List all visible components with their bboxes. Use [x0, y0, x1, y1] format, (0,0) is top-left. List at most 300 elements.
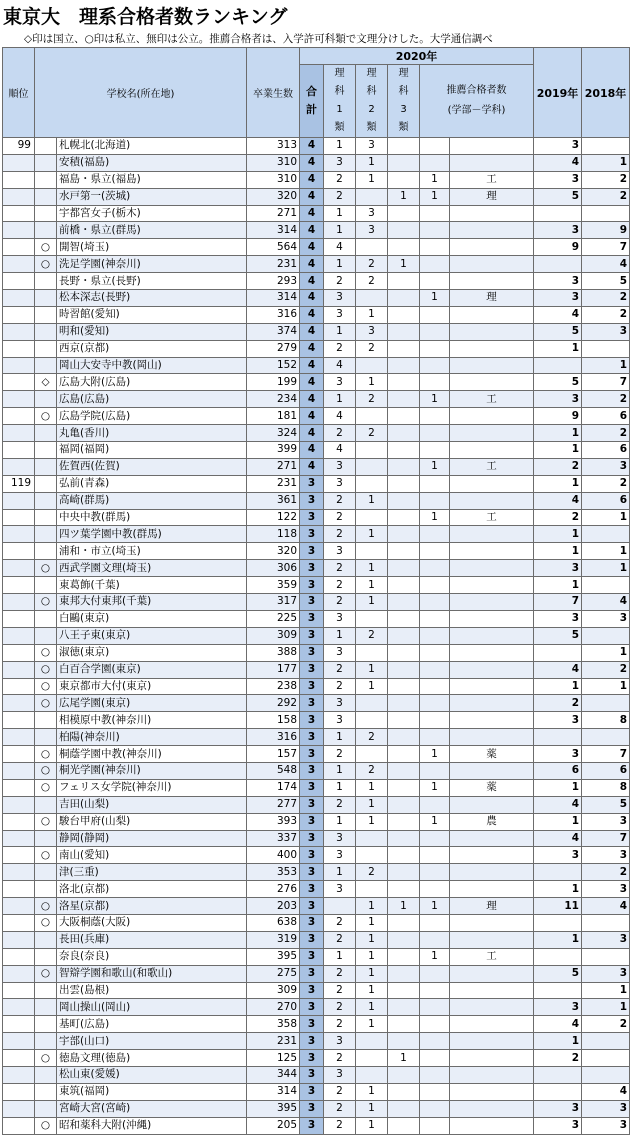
- sci3-count: 1: [388, 188, 420, 205]
- count-2019: 1: [534, 475, 582, 492]
- sci1-count: 3: [324, 290, 356, 307]
- count-2018: 6: [582, 408, 630, 425]
- sci3-count: [388, 442, 420, 459]
- sci3-count: [388, 1083, 420, 1100]
- sci1-count: 2: [324, 982, 356, 999]
- recommend-dept: [450, 1066, 534, 1083]
- table-row: [3, 391, 630, 408]
- table-row: [3, 323, 630, 340]
- sci2-count: 2: [356, 425, 388, 442]
- graduates-count: 181: [247, 408, 300, 425]
- sci1-count: 2: [324, 678, 356, 695]
- count-2019: 4: [534, 830, 582, 847]
- recommend-dept: [450, 982, 534, 999]
- graduates-count: 309: [247, 982, 300, 999]
- table-row: [3, 138, 630, 155]
- rank-cell: [3, 830, 35, 847]
- recommend-count: [420, 408, 450, 425]
- total-count: 3: [300, 475, 324, 492]
- count-2018: [582, 948, 630, 965]
- count-2018: [582, 1066, 630, 1083]
- sci2-count: 1: [356, 999, 388, 1016]
- count-2018: 1: [582, 678, 630, 695]
- count-2019: [534, 1083, 582, 1100]
- school-name: 宇部(山口): [57, 1033, 247, 1050]
- table-row: [3, 509, 630, 526]
- count-2018: [582, 138, 630, 155]
- rank-cell: [3, 273, 35, 290]
- recommend-count: [420, 678, 450, 695]
- total-count: 3: [300, 1033, 324, 1050]
- sci3-count: [388, 779, 420, 796]
- table-row: [3, 374, 630, 391]
- type-mark: [35, 222, 57, 239]
- type-mark: [35, 391, 57, 408]
- rank-cell: [3, 813, 35, 830]
- count-2019: 11: [534, 898, 582, 915]
- sci3-count: [388, 306, 420, 323]
- rank-cell: [3, 931, 35, 948]
- sci3-count: [388, 1066, 420, 1083]
- recommend-count: [420, 864, 450, 881]
- table-row: [3, 796, 630, 813]
- count-2018: [582, 340, 630, 357]
- table-row: [3, 1033, 630, 1050]
- sci3-count: [388, 712, 420, 729]
- rank-cell: [3, 999, 35, 1016]
- total-count: 4: [300, 171, 324, 188]
- table-row: [3, 290, 630, 307]
- graduates-count: 320: [247, 188, 300, 205]
- count-2019: [534, 864, 582, 881]
- school-name: 高崎(群馬): [57, 492, 247, 509]
- sci2-count: [356, 442, 388, 459]
- sci1-count: 1: [324, 779, 356, 796]
- rank-cell: [3, 1016, 35, 1033]
- count-2019: [534, 729, 582, 746]
- table-row: [3, 864, 630, 881]
- sci1-count: 4: [324, 442, 356, 459]
- table-row: [3, 475, 630, 492]
- type-mark: [35, 323, 57, 340]
- count-2018: [582, 577, 630, 594]
- table-row: [3, 594, 630, 611]
- sci2-count: 2: [356, 762, 388, 779]
- type-mark: [35, 340, 57, 357]
- graduates-count: 313: [247, 138, 300, 155]
- count-2019: 9: [534, 239, 582, 256]
- type-mark: ○: [35, 408, 57, 425]
- sci1-count: [324, 898, 356, 915]
- recommend-count: [420, 154, 450, 171]
- count-2019: [534, 914, 582, 931]
- sci1-count: 2: [324, 526, 356, 543]
- type-mark: [35, 712, 57, 729]
- total-count: 3: [300, 931, 324, 948]
- count-2018: 4: [582, 898, 630, 915]
- count-2018: 1: [582, 357, 630, 374]
- school-name: 白百合学園(東京): [57, 661, 247, 678]
- graduates-count: 310: [247, 154, 300, 171]
- sci2-count: 3: [356, 138, 388, 155]
- rank-cell: [3, 205, 35, 222]
- count-2019: 3: [534, 290, 582, 307]
- count-2019: 1: [534, 779, 582, 796]
- count-2019: [534, 644, 582, 661]
- recommend-count: [420, 594, 450, 611]
- sci3-count: [388, 695, 420, 712]
- total-count: 4: [300, 256, 324, 273]
- sci1-count: 2: [324, 1016, 356, 1033]
- rank-cell: [3, 695, 35, 712]
- count-2018: 2: [582, 188, 630, 205]
- count-2019: 3: [534, 560, 582, 577]
- rank-cell: [3, 712, 35, 729]
- recommend-count: [420, 982, 450, 999]
- sci2-count: 3: [356, 323, 388, 340]
- sci1-count: 3: [324, 644, 356, 661]
- rank-cell: [3, 594, 35, 611]
- ranking-table: [2, 47, 630, 1135]
- type-mark: [35, 864, 57, 881]
- table-row: [3, 273, 630, 290]
- sci3-count: [388, 1016, 420, 1033]
- count-2019: 9: [534, 408, 582, 425]
- graduates-count: 158: [247, 712, 300, 729]
- recommend-count: [420, 627, 450, 644]
- recommend-count: [420, 762, 450, 779]
- count-2018: [582, 1033, 630, 1050]
- count-2019: 5: [534, 323, 582, 340]
- recommend-dept: [450, 678, 534, 695]
- count-2018: [582, 1050, 630, 1067]
- count-2019: 3: [534, 1117, 582, 1134]
- recommend-count: 1: [420, 948, 450, 965]
- recommend-dept: 工: [450, 171, 534, 188]
- table-row: [3, 306, 630, 323]
- count-2018: 3: [582, 813, 630, 830]
- count-2019: 2: [534, 509, 582, 526]
- type-mark: [35, 138, 57, 155]
- total-count: 3: [300, 492, 324, 509]
- table-row: [3, 425, 630, 442]
- sci2-count: 3: [356, 222, 388, 239]
- count-2018: 3: [582, 965, 630, 982]
- school-name: 桐蔭学園中教(神奈川): [57, 746, 247, 763]
- school-name: 中央中教(群馬): [57, 509, 247, 526]
- table-row: [3, 948, 630, 965]
- count-2018: 9: [582, 222, 630, 239]
- sci2-count: 2: [356, 256, 388, 273]
- sci3-count: [388, 458, 420, 475]
- rank-cell: [3, 796, 35, 813]
- school-name: 出雲(島根): [57, 982, 247, 999]
- recommend-dept: [450, 965, 534, 982]
- count-2019: 3: [534, 171, 582, 188]
- rank-cell: [3, 458, 35, 475]
- school-name: 基町(広島): [57, 1016, 247, 1033]
- total-count: 3: [300, 509, 324, 526]
- table-row: [3, 644, 630, 661]
- table-row: [3, 999, 630, 1016]
- rank-cell: [3, 864, 35, 881]
- graduates-count: 353: [247, 864, 300, 881]
- sci1-count: 1: [324, 864, 356, 881]
- school-name: 福岡(福岡): [57, 442, 247, 459]
- count-2018: 1: [582, 154, 630, 171]
- sci3-count: [388, 290, 420, 307]
- table-row: [3, 931, 630, 948]
- recommend-dept: [450, 543, 534, 560]
- school-name: 相模原中教(神奈川): [57, 712, 247, 729]
- rank-cell: [3, 678, 35, 695]
- table-row: [3, 712, 630, 729]
- sci3-count: [388, 543, 420, 560]
- recommend-count: [420, 560, 450, 577]
- type-mark: ○: [35, 914, 57, 931]
- recommend-count: [420, 999, 450, 1016]
- recommend-count: [420, 526, 450, 543]
- rank-cell: [3, 222, 35, 239]
- table-row: [3, 171, 630, 188]
- header-graduates: 卒業生数: [247, 48, 300, 138]
- graduates-count: 358: [247, 1016, 300, 1033]
- total-count: 3: [300, 594, 324, 611]
- recommend-count: [420, 543, 450, 560]
- recommend-count: [420, 644, 450, 661]
- total-count: 3: [300, 914, 324, 931]
- graduates-count: 271: [247, 205, 300, 222]
- sci3-count: [388, 374, 420, 391]
- school-name: 宮崎大宮(宮崎): [57, 1100, 247, 1117]
- rank-cell: [3, 323, 35, 340]
- rank-cell: [3, 881, 35, 898]
- graduates-count: 374: [247, 323, 300, 340]
- recommend-dept: [450, 306, 534, 323]
- total-count: 3: [300, 762, 324, 779]
- count-2019: 4: [534, 796, 582, 813]
- sci1-count: 2: [324, 931, 356, 948]
- rank-cell: [3, 610, 35, 627]
- count-2018: 1: [582, 509, 630, 526]
- school-name: 津(三重): [57, 864, 247, 881]
- recommend-count: [420, 1066, 450, 1083]
- sci2-count: 1: [356, 154, 388, 171]
- table-row: [3, 188, 630, 205]
- school-name: 智辯学園和歌山(和歌山): [57, 965, 247, 982]
- rank-cell: [3, 982, 35, 999]
- total-count: 4: [300, 273, 324, 290]
- type-mark: ○: [35, 695, 57, 712]
- total-count: 4: [300, 154, 324, 171]
- count-2018: 4: [582, 594, 630, 611]
- recommend-dept: [450, 492, 534, 509]
- count-2018: 2: [582, 661, 630, 678]
- graduates-count: 118: [247, 526, 300, 543]
- count-2019: 5: [534, 965, 582, 982]
- graduates-count: 314: [247, 290, 300, 307]
- type-mark: [35, 999, 57, 1016]
- total-count: 3: [300, 864, 324, 881]
- school-name: 佐賀西(佐賀): [57, 458, 247, 475]
- count-2019: 5: [534, 627, 582, 644]
- school-name: 八王子東(東京): [57, 627, 247, 644]
- recommend-dept: [450, 323, 534, 340]
- count-2018: 7: [582, 746, 630, 763]
- recommend-dept: [450, 357, 534, 374]
- table-row: [3, 492, 630, 509]
- sci2-count: 1: [356, 374, 388, 391]
- graduates-count: 306: [247, 560, 300, 577]
- recommend-dept: [450, 762, 534, 779]
- graduates-count: 324: [247, 425, 300, 442]
- recommend-dept: [450, 374, 534, 391]
- header-sci2: 理科2類: [356, 65, 388, 138]
- school-name: 浦和・市立(埼玉): [57, 543, 247, 560]
- type-mark: [35, 475, 57, 492]
- total-count: 4: [300, 306, 324, 323]
- graduates-count: 314: [247, 222, 300, 239]
- type-mark: [35, 290, 57, 307]
- count-2018: 2: [582, 391, 630, 408]
- recommend-dept: [450, 661, 534, 678]
- sci3-count: [388, 1117, 420, 1134]
- sci3-count: [388, 982, 420, 999]
- header-2018: 2018年: [582, 48, 630, 138]
- header-school: 学校名(所在地): [35, 48, 247, 138]
- recommend-dept: [450, 408, 534, 425]
- table-row: [3, 1083, 630, 1100]
- graduates-count: 293: [247, 273, 300, 290]
- sci1-count: 4: [324, 408, 356, 425]
- type-mark: [35, 627, 57, 644]
- sci1-count: 1: [324, 323, 356, 340]
- school-name: 岡山大安寺中教(岡山): [57, 357, 247, 374]
- sci1-count: 3: [324, 543, 356, 560]
- type-mark: [35, 1083, 57, 1100]
- recommend-count: [420, 830, 450, 847]
- graduates-count: 225: [247, 610, 300, 627]
- count-2018: [582, 914, 630, 931]
- recommend-dept: [450, 154, 534, 171]
- sci2-count: 1: [356, 779, 388, 796]
- recommend-count: [420, 306, 450, 323]
- school-name: 広島大附(広島): [57, 374, 247, 391]
- graduates-count: 344: [247, 1066, 300, 1083]
- count-2019: 5: [534, 374, 582, 391]
- count-2019: 7: [534, 594, 582, 611]
- recommend-dept: [450, 712, 534, 729]
- recommend-dept: [450, 610, 534, 627]
- sci2-count: [356, 610, 388, 627]
- sci3-count: [388, 171, 420, 188]
- recommend-count: 1: [420, 746, 450, 763]
- count-2019: 2: [534, 1050, 582, 1067]
- school-name: 静岡(静岡): [57, 830, 247, 847]
- total-count: 3: [300, 796, 324, 813]
- table-row: [3, 154, 630, 171]
- sci3-count: [388, 746, 420, 763]
- total-count: 3: [300, 661, 324, 678]
- sci3-count: [388, 594, 420, 611]
- sci1-count: 1: [324, 138, 356, 155]
- rank-cell: [3, 1033, 35, 1050]
- count-2018: 5: [582, 796, 630, 813]
- total-count: 4: [300, 222, 324, 239]
- recommend-dept: [450, 560, 534, 577]
- type-mark: [35, 1033, 57, 1050]
- count-2019: 1: [534, 526, 582, 543]
- sci1-count: 4: [324, 357, 356, 374]
- recommend-count: [420, 847, 450, 864]
- header-year-2020: 2020年: [300, 48, 534, 65]
- count-2019: 3: [534, 712, 582, 729]
- count-2018: 1: [582, 982, 630, 999]
- type-mark: [35, 796, 57, 813]
- table-row: [3, 982, 630, 999]
- sci1-count: 1: [324, 813, 356, 830]
- type-mark: [35, 729, 57, 746]
- type-mark: ○: [35, 661, 57, 678]
- table-row: [3, 881, 630, 898]
- count-2018: 6: [582, 442, 630, 459]
- total-count: 3: [300, 779, 324, 796]
- count-2018: 4: [582, 1083, 630, 1100]
- total-count: 3: [300, 813, 324, 830]
- type-mark: ○: [35, 746, 57, 763]
- sci1-count: 2: [324, 965, 356, 982]
- sci1-count: 1: [324, 627, 356, 644]
- type-mark: ○: [35, 594, 57, 611]
- recommend-count: [420, 1050, 450, 1067]
- total-count: 4: [300, 205, 324, 222]
- sci1-count: 2: [324, 594, 356, 611]
- count-2019: 6: [534, 762, 582, 779]
- sci3-count: [388, 340, 420, 357]
- rank-cell: [3, 543, 35, 560]
- recommend-dept: 薬: [450, 746, 534, 763]
- sci1-count: 2: [324, 999, 356, 1016]
- type-mark: [35, 492, 57, 509]
- type-mark: [35, 425, 57, 442]
- table-row: [3, 442, 630, 459]
- sci3-count: [388, 205, 420, 222]
- total-count: 4: [300, 188, 324, 205]
- recommend-dept: 工: [450, 948, 534, 965]
- recommend-count: [420, 712, 450, 729]
- count-2019: 1: [534, 340, 582, 357]
- rank-cell: [3, 661, 35, 678]
- recommend-dept: [450, 1033, 534, 1050]
- count-2018: 1: [582, 560, 630, 577]
- count-2019: 4: [534, 306, 582, 323]
- recommend-dept: [450, 914, 534, 931]
- recommend-count: [420, 1100, 450, 1117]
- recommend-dept: 薬: [450, 779, 534, 796]
- school-name: 宇都宮女子(栃木): [57, 205, 247, 222]
- count-2018: 3: [582, 610, 630, 627]
- sci3-count: [388, 847, 420, 864]
- graduates-count: 393: [247, 813, 300, 830]
- recommend-count: 1: [420, 779, 450, 796]
- rank-cell: [3, 306, 35, 323]
- recommend-dept: [450, 644, 534, 661]
- sci3-count: [388, 357, 420, 374]
- rank-cell: [3, 425, 35, 442]
- sci3-count: [388, 830, 420, 847]
- sci1-count: 2: [324, 661, 356, 678]
- sci3-count: [388, 138, 420, 155]
